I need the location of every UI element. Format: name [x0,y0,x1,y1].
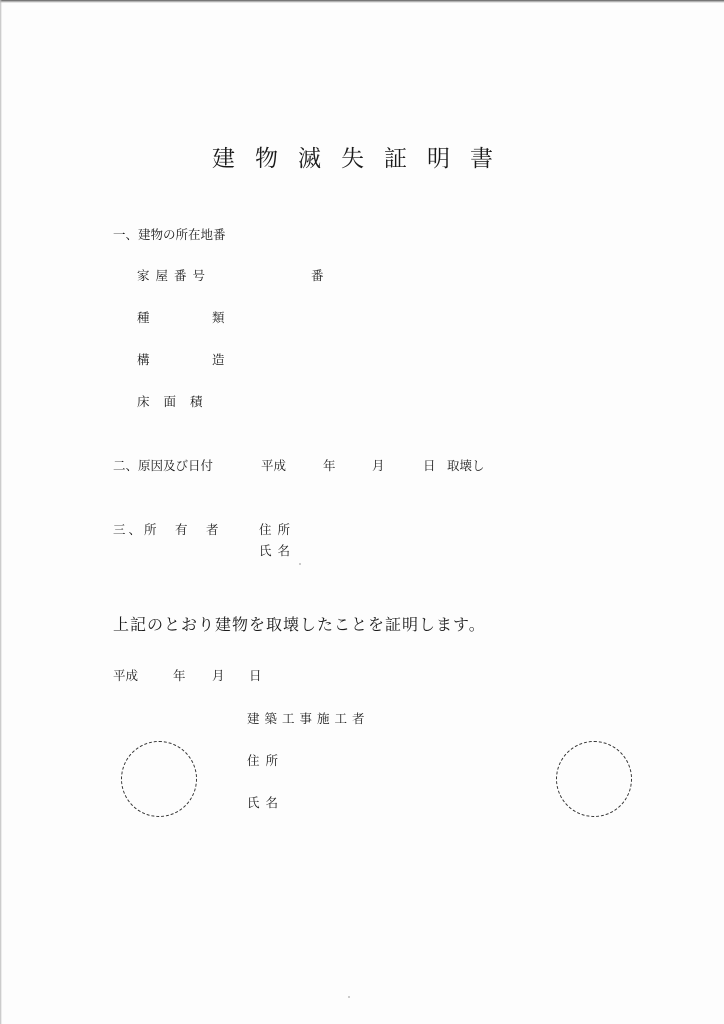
contractor-role-label: 建築工事施工者 [247,711,370,726]
owner-name-label: 氏名 [259,543,297,558]
contractor-name-label: 氏名 [247,795,285,810]
contractor-address-label: 住所 [247,753,285,768]
type-label-first: 種 [137,310,150,325]
signature-date-month: 月 [212,668,225,683]
scan-edge-top [0,0,724,3]
section1-heading: 一、建物の所在地番 [113,227,226,242]
cause-date-month: 月 [372,458,385,473]
signature-date-year: 年 [173,668,186,683]
left-seal-placeholder [121,741,197,817]
structure-label-first: 構 [137,352,150,367]
cause-date-day: 日 [423,458,436,473]
cause-date-year: 年 [323,458,336,473]
cause-text: 取壊し [447,458,485,473]
signature-date-era: 平成 [113,668,139,683]
owner-address-label: 住所 [259,522,297,537]
scan-speck [299,563,301,565]
certification-statement: 上記のとおり建物を取壊したことを証明します。 [113,615,486,634]
section3-heading: 三、所 有 者 [113,522,222,537]
cause-date-era: 平成 [261,458,287,473]
house-number-label: 家屋番号 [137,268,212,283]
house-number-suffix: 番 [311,268,324,283]
signature-date-day: 日 [249,668,262,683]
section2-heading: 二、原因及び日付 [113,458,214,473]
scan-speck [348,996,350,998]
right-seal-placeholder [556,741,632,817]
scan-edge-left [0,0,2,1024]
floor-area-label: 床面積 [137,394,217,409]
type-label-second: 類 [212,310,225,325]
structure-label-second: 造 [212,352,225,367]
document-title: 建物滅失証明書 [212,146,513,172]
